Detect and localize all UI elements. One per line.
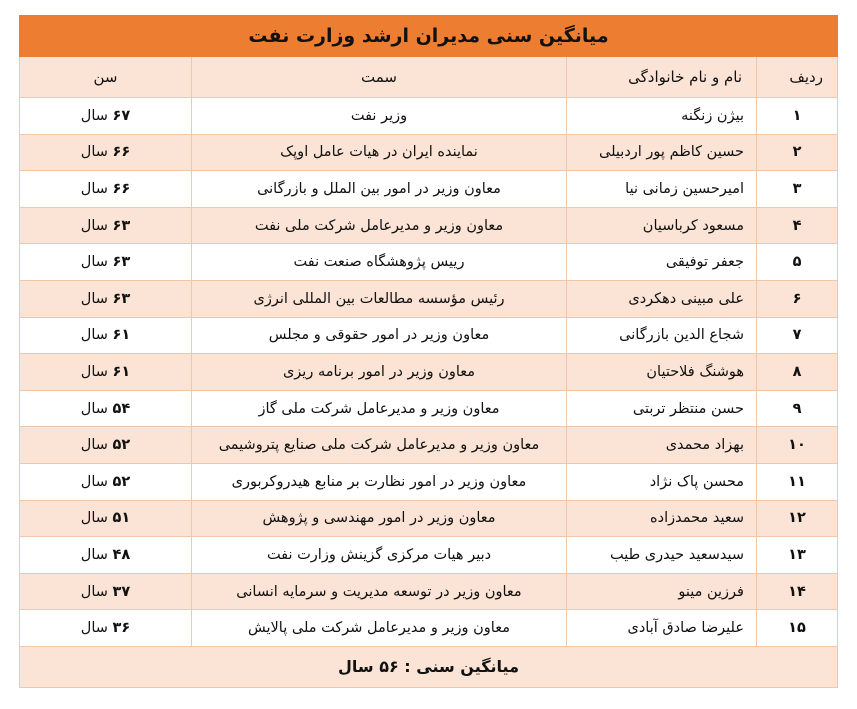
managers-age-table-container: [20, 15, 838, 688]
manager-name: حسن منتظر تربتی: [567, 390, 757, 427]
table-row: [20, 537, 838, 574]
manager-name: جعفر توفیقی: [567, 244, 757, 281]
table-title-row: [20, 16, 838, 57]
age-unit: سال: [80, 583, 108, 600]
manager-name: سیدسعید حیدری طیب: [567, 537, 757, 574]
manager-age: [20, 354, 192, 391]
manager-role: معاون وزیر در توسعه مدیریت و سرمایه انسانی: [192, 573, 567, 610]
table-row: [20, 171, 838, 208]
manager-age: [20, 317, 192, 354]
table-row: [20, 463, 838, 500]
row-number: ۱۰: [757, 427, 838, 464]
row-number: ۳: [757, 171, 838, 208]
age-value: ۶۱: [112, 327, 131, 344]
table-row: [20, 244, 838, 281]
manager-age: [20, 573, 192, 610]
age-unit: سال: [80, 144, 108, 161]
manager-age: [20, 500, 192, 537]
age-value: ۳۷: [112, 583, 131, 600]
age-unit: سال: [80, 473, 108, 490]
manager-age: [20, 98, 192, 135]
age-unit: سال: [80, 400, 108, 417]
age-value: ۶۳: [112, 290, 131, 307]
row-number: ۱: [757, 98, 838, 135]
manager-name: حسین کاظم پور اردبیلی: [567, 134, 757, 171]
table-row: [20, 98, 838, 135]
row-number: ۹: [757, 390, 838, 427]
table-row: [20, 390, 838, 427]
manager-name: امیرحسین زمانی نیا: [567, 171, 757, 208]
row-number: ۱۱: [757, 463, 838, 500]
manager-role: معاون وزیر و مدیرعامل شرکت ملی گاز: [192, 390, 567, 427]
table-title: میانگین سنی مدیران ارشد وزارت نفت: [20, 16, 838, 57]
table-row: [20, 280, 838, 317]
age-unit: سال: [80, 327, 108, 344]
row-number: ۵: [757, 244, 838, 281]
table-row: [20, 354, 838, 391]
age-unit: سال: [80, 290, 108, 307]
row-number: ۲: [757, 134, 838, 171]
manager-role: معاون وزیر در امور بین الملل و بازرگانی: [192, 171, 567, 208]
manager-role: نماینده ایران در هیات عامل اوپک: [192, 134, 567, 171]
age-value: ۴۸: [112, 546, 131, 563]
manager-role: دبیر هیات مرکزی گزینش وزارت نفت: [192, 537, 567, 574]
age-value: ۶۶: [112, 144, 131, 161]
row-number: ۴: [757, 207, 838, 244]
manager-age: [20, 280, 192, 317]
table-row: [20, 573, 838, 610]
average-age-summary: میانگین سنی : ۵۶ سال: [20, 646, 838, 687]
column-header-row-number: ردیف: [757, 57, 838, 98]
average-age-row: [20, 646, 838, 687]
manager-name: علیرضا صادق آبادی: [567, 610, 757, 647]
manager-name: هوشنگ فلاحتیان: [567, 354, 757, 391]
table-row: [20, 134, 838, 171]
manager-role: معاون وزیر در امور حقوقی و مجلس: [192, 317, 567, 354]
table-row: [20, 610, 838, 647]
row-number: ۱۳: [757, 537, 838, 574]
age-unit: سال: [80, 254, 108, 271]
manager-role: معاون وزیر و مدیرعامل شرکت ملی صنایع پتروشیمی: [192, 427, 567, 464]
manager-age: [20, 537, 192, 574]
manager-age: [20, 427, 192, 464]
manager-role: رئیس مؤسسه مطالعات بین المللی انرژی: [192, 280, 567, 317]
table-row: [20, 317, 838, 354]
table-row: [20, 500, 838, 537]
manager-role: رییس پژوهشگاه صنعت نفت: [192, 244, 567, 281]
age-value: ۶۶: [112, 180, 131, 197]
manager-age: [20, 171, 192, 208]
manager-role: معاون وزیر و مدیرعامل شرکت ملی نفت: [192, 207, 567, 244]
row-number: ۱۲: [757, 500, 838, 537]
table-row: [20, 207, 838, 244]
column-header-name: نام و نام خانوادگی: [567, 57, 757, 98]
age-unit: سال: [80, 107, 108, 124]
age-unit: سال: [80, 363, 108, 380]
age-value: ۵۲: [112, 473, 131, 490]
column-header-role: سمت: [192, 57, 567, 98]
manager-name: محسن پاک نژاد: [567, 463, 757, 500]
age-unit: سال: [80, 510, 108, 527]
managers-age-table: [19, 15, 838, 688]
manager-age: [20, 610, 192, 647]
manager-age: [20, 207, 192, 244]
age-value: ۵۱: [112, 510, 131, 527]
manager-name: بهزاد محمدی: [567, 427, 757, 464]
row-number: ۶: [757, 280, 838, 317]
manager-age: [20, 390, 192, 427]
age-value: ۶۳: [112, 217, 131, 234]
table-row: [20, 427, 838, 464]
manager-name: سعید محمدزاده: [567, 500, 757, 537]
row-number: ۱۵: [757, 610, 838, 647]
age-unit: سال: [80, 620, 108, 637]
row-number: ۷: [757, 317, 838, 354]
column-header-age: سن: [20, 57, 192, 98]
manager-role: معاون وزیر در امور نظارت بر منابع هیدروکربوری: [192, 463, 567, 500]
manager-role: معاون وزیر در امور برنامه ریزی: [192, 354, 567, 391]
age-value: ۳۶: [112, 620, 131, 637]
manager-age: [20, 244, 192, 281]
row-number: ۸: [757, 354, 838, 391]
column-header-row: [20, 57, 838, 98]
age-value: ۵۲: [112, 437, 131, 454]
manager-age: [20, 134, 192, 171]
manager-name: شجاع الدین بازرگانی: [567, 317, 757, 354]
age-unit: سال: [80, 217, 108, 234]
manager-role: معاون وزیر و مدیرعامل شرکت ملی پالایش: [192, 610, 567, 647]
row-number: ۱۴: [757, 573, 838, 610]
age-value: ۵۴: [112, 400, 131, 417]
age-value: ۶۷: [112, 107, 131, 124]
age-value: ۶۱: [112, 363, 131, 380]
manager-role: وزیر نفت: [192, 98, 567, 135]
manager-name: بیژن زنگنه: [567, 98, 757, 135]
manager-name: علی مبینی دهکردی: [567, 280, 757, 317]
age-unit: سال: [80, 546, 108, 563]
manager-name: مسعود کرباسیان: [567, 207, 757, 244]
manager-name: فرزین مینو: [567, 573, 757, 610]
manager-role: معاون وزیر در امور مهندسی و پژوهش: [192, 500, 567, 537]
manager-age: [20, 463, 192, 500]
age-unit: سال: [80, 180, 108, 197]
age-value: ۶۳: [112, 254, 131, 271]
age-unit: سال: [80, 437, 108, 454]
